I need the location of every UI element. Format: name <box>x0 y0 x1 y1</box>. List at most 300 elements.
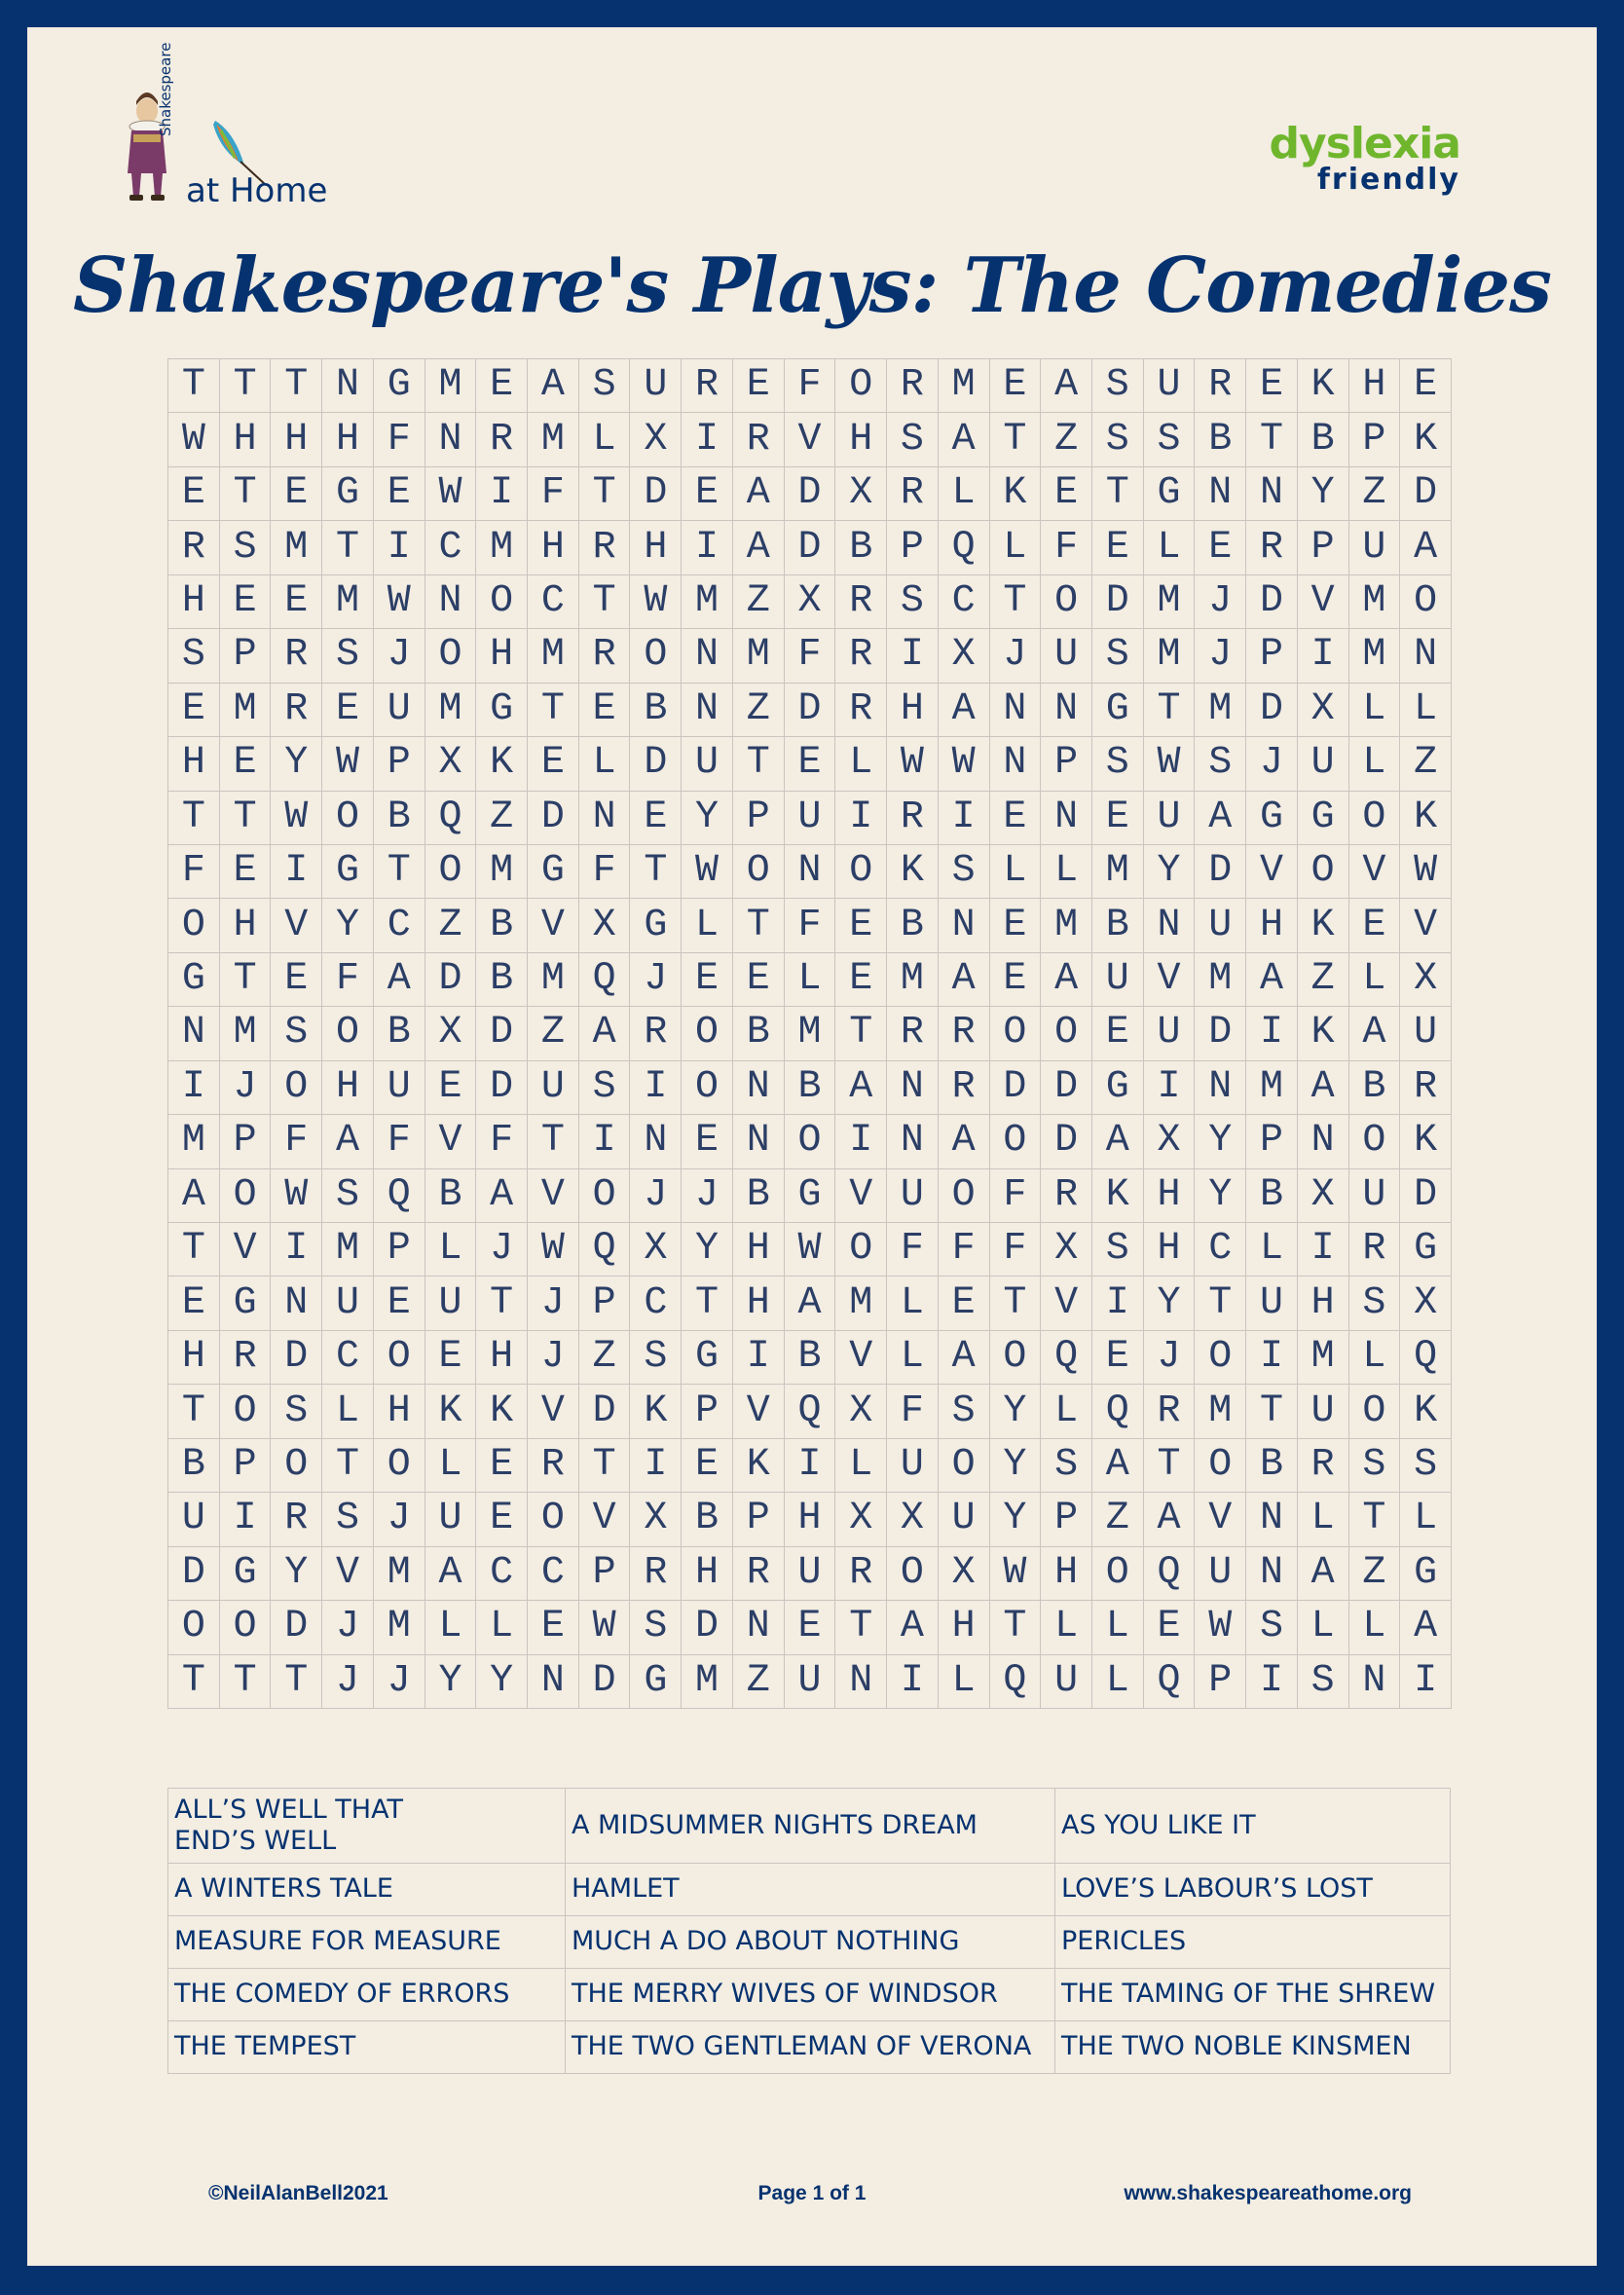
grid-cell[interactable]: E <box>579 684 631 737</box>
grid-cell[interactable]: N <box>579 792 631 845</box>
grid-cell[interactable]: B <box>1246 1439 1298 1493</box>
grid-cell[interactable]: R <box>271 684 322 737</box>
grid-cell[interactable]: R <box>733 413 785 466</box>
grid-cell[interactable]: N <box>425 413 477 466</box>
grid-cell[interactable]: R <box>939 1007 990 1060</box>
grid-cell[interactable]: J <box>374 1493 425 1546</box>
grid-cell[interactable]: M <box>528 629 579 683</box>
grid-cell[interactable]: V <box>322 1547 374 1601</box>
grid-cell[interactable]: R <box>579 521 631 574</box>
grid-cell[interactable]: X <box>785 575 836 629</box>
grid-cell[interactable]: Q <box>990 1655 1042 1709</box>
grid-cell[interactable]: D <box>1400 1169 1452 1223</box>
grid-cell[interactable]: N <box>990 737 1042 791</box>
grid-cell[interactable]: M <box>1041 899 1092 952</box>
grid-cell[interactable]: I <box>374 521 425 574</box>
grid-cell[interactable]: L <box>1041 1601 1092 1654</box>
grid-cell[interactable]: M <box>1092 845 1144 899</box>
grid-cell[interactable]: F <box>990 1223 1042 1277</box>
grid-cell[interactable]: M <box>1195 953 1246 1007</box>
grid-cell[interactable]: M <box>425 684 477 737</box>
grid-cell[interactable]: I <box>682 521 733 574</box>
grid-cell[interactable]: E <box>682 1439 733 1493</box>
grid-cell[interactable]: Y <box>990 1493 1042 1546</box>
grid-cell[interactable]: R <box>630 1007 682 1060</box>
grid-cell[interactable]: E <box>1041 467 1092 521</box>
grid-cell[interactable]: V <box>1400 899 1452 952</box>
grid-cell[interactable]: U <box>1144 359 1196 413</box>
grid-cell[interactable]: L <box>990 521 1042 574</box>
grid-cell[interactable]: L <box>785 953 836 1007</box>
grid-cell[interactable]: B <box>682 1493 733 1546</box>
grid-cell[interactable]: R <box>1041 1169 1092 1223</box>
grid-cell[interactable]: I <box>887 629 939 683</box>
grid-cell[interactable]: W <box>1144 737 1196 791</box>
grid-cell[interactable]: W <box>1195 1601 1246 1654</box>
grid-cell[interactable]: T <box>220 467 272 521</box>
grid-cell[interactable]: O <box>168 899 220 952</box>
grid-cell[interactable]: U <box>425 1277 477 1330</box>
grid-cell[interactable]: M <box>322 1223 374 1277</box>
grid-cell[interactable]: M <box>682 1655 733 1709</box>
grid-cell[interactable]: K <box>476 737 528 791</box>
grid-cell[interactable]: P <box>374 1223 425 1277</box>
grid-cell[interactable]: E <box>271 467 322 521</box>
grid-cell[interactable]: F <box>322 953 374 1007</box>
grid-cell[interactable]: U <box>887 1439 939 1493</box>
grid-cell[interactable]: H <box>682 1547 733 1601</box>
grid-cell[interactable]: F <box>579 845 631 899</box>
grid-cell[interactable]: F <box>271 1115 322 1168</box>
grid-cell[interactable]: B <box>1246 1169 1298 1223</box>
grid-cell[interactable]: D <box>271 1601 322 1654</box>
grid-cell[interactable]: A <box>1092 1439 1144 1493</box>
grid-cell[interactable]: T <box>990 1601 1042 1654</box>
grid-cell[interactable]: I <box>630 1439 682 1493</box>
grid-cell[interactable]: T <box>1246 1385 1298 1438</box>
grid-cell[interactable]: P <box>887 521 939 574</box>
grid-cell[interactable]: P <box>220 1439 272 1493</box>
grid-cell[interactable]: M <box>1349 629 1401 683</box>
grid-cell[interactable]: O <box>733 845 785 899</box>
grid-cell[interactable]: T <box>682 1277 733 1330</box>
grid-cell[interactable]: A <box>322 1115 374 1168</box>
grid-cell[interactable]: C <box>939 575 990 629</box>
grid-cell[interactable]: T <box>835 1007 887 1060</box>
grid-cell[interactable]: M <box>374 1547 425 1601</box>
grid-cell[interactable]: W <box>168 413 220 466</box>
grid-cell[interactable]: H <box>528 521 579 574</box>
grid-cell[interactable]: C <box>630 1277 682 1330</box>
grid-cell[interactable]: F <box>990 1169 1042 1223</box>
grid-cell[interactable]: T <box>990 575 1042 629</box>
grid-cell[interactable]: E <box>220 845 272 899</box>
grid-cell[interactable]: E <box>168 684 220 737</box>
grid-cell[interactable]: C <box>476 1547 528 1601</box>
grid-cell[interactable]: I <box>220 1493 272 1546</box>
grid-cell[interactable]: O <box>220 1601 272 1654</box>
grid-cell[interactable]: J <box>476 1223 528 1277</box>
grid-cell[interactable]: T <box>733 737 785 791</box>
grid-cell[interactable]: R <box>887 467 939 521</box>
grid-cell[interactable]: O <box>939 1169 990 1223</box>
grid-cell[interactable]: M <box>733 629 785 683</box>
grid-cell[interactable]: K <box>630 1385 682 1438</box>
grid-cell[interactable]: L <box>1298 1601 1349 1654</box>
grid-cell[interactable]: A <box>1349 1007 1401 1060</box>
grid-cell[interactable]: S <box>1092 1223 1144 1277</box>
grid-cell[interactable]: U <box>1349 1169 1401 1223</box>
grid-cell[interactable]: L <box>1041 1385 1092 1438</box>
grid-cell[interactable]: O <box>168 1601 220 1654</box>
grid-cell[interactable]: R <box>1246 521 1298 574</box>
grid-cell[interactable]: F <box>528 467 579 521</box>
grid-cell[interactable]: T <box>579 575 631 629</box>
grid-cell[interactable]: D <box>168 1547 220 1601</box>
grid-cell[interactable]: J <box>322 1601 374 1654</box>
grid-cell[interactable]: O <box>1041 1007 1092 1060</box>
grid-cell[interactable]: B <box>887 899 939 952</box>
grid-cell[interactable]: R <box>476 413 528 466</box>
grid-cell[interactable]: V <box>528 1169 579 1223</box>
grid-cell[interactable]: Q <box>1144 1655 1196 1709</box>
grid-cell[interactable]: U <box>682 737 733 791</box>
grid-cell[interactable]: S <box>1092 413 1144 466</box>
grid-cell[interactable]: R <box>579 629 631 683</box>
grid-cell[interactable]: Y <box>682 1223 733 1277</box>
grid-cell[interactable]: U <box>1195 1547 1246 1601</box>
grid-cell[interactable]: X <box>1298 684 1349 737</box>
grid-cell[interactable]: W <box>887 737 939 791</box>
grid-cell[interactable]: Z <box>1298 953 1349 1007</box>
grid-cell[interactable]: F <box>374 1115 425 1168</box>
grid-cell[interactable]: V <box>425 1115 477 1168</box>
grid-cell[interactable]: T <box>528 684 579 737</box>
grid-cell[interactable]: O <box>1195 1439 1246 1493</box>
grid-cell[interactable]: R <box>887 792 939 845</box>
grid-cell[interactable]: P <box>733 792 785 845</box>
grid-cell[interactable]: K <box>990 467 1042 521</box>
grid-cell[interactable]: D <box>1092 575 1144 629</box>
grid-cell[interactable]: E <box>374 467 425 521</box>
grid-cell[interactable]: I <box>579 1115 631 1168</box>
grid-cell[interactable]: E <box>835 953 887 1007</box>
grid-cell[interactable]: U <box>1041 629 1092 683</box>
grid-cell[interactable]: D <box>682 1601 733 1654</box>
grid-cell[interactable]: X <box>939 629 990 683</box>
grid-cell[interactable]: I <box>835 792 887 845</box>
grid-cell[interactable]: S <box>1092 629 1144 683</box>
grid-cell[interactable]: U <box>1298 737 1349 791</box>
grid-cell[interactable]: M <box>785 1007 836 1060</box>
grid-cell[interactable]: H <box>271 413 322 466</box>
grid-cell[interactable]: A <box>528 359 579 413</box>
grid-cell[interactable]: T <box>220 953 272 1007</box>
grid-cell[interactable]: G <box>322 845 374 899</box>
grid-cell[interactable]: U <box>630 359 682 413</box>
grid-cell[interactable]: E <box>1195 521 1246 574</box>
grid-cell[interactable]: E <box>271 575 322 629</box>
grid-cell[interactable]: A <box>733 467 785 521</box>
grid-cell[interactable]: K <box>1298 359 1349 413</box>
grid-cell[interactable]: H <box>1144 1169 1196 1223</box>
grid-cell[interactable]: R <box>271 1493 322 1546</box>
grid-cell[interactable]: D <box>579 1655 631 1709</box>
grid-cell[interactable]: J <box>1195 629 1246 683</box>
grid-cell[interactable]: W <box>322 737 374 791</box>
grid-cell[interactable]: N <box>682 684 733 737</box>
grid-cell[interactable]: N <box>887 1115 939 1168</box>
grid-cell[interactable]: X <box>1298 1169 1349 1223</box>
grid-cell[interactable]: S <box>887 413 939 466</box>
grid-cell[interactable]: M <box>1195 684 1246 737</box>
grid-cell[interactable]: I <box>1246 1007 1298 1060</box>
grid-cell[interactable]: L <box>887 1277 939 1330</box>
grid-cell[interactable]: O <box>630 629 682 683</box>
grid-cell[interactable]: W <box>990 1547 1042 1601</box>
grid-cell[interactable]: Y <box>322 899 374 952</box>
grid-cell[interactable]: V <box>835 1331 887 1385</box>
grid-cell[interactable]: L <box>887 1331 939 1385</box>
grid-cell[interactable]: Z <box>1092 1493 1144 1546</box>
grid-cell[interactable]: B <box>374 792 425 845</box>
grid-cell[interactable]: M <box>220 1007 272 1060</box>
grid-cell[interactable]: A <box>425 1547 477 1601</box>
grid-cell[interactable]: F <box>785 359 836 413</box>
grid-cell[interactable]: K <box>1092 1169 1144 1223</box>
grid-cell[interactable]: O <box>425 845 477 899</box>
grid-cell[interactable]: X <box>887 1493 939 1546</box>
grid-cell[interactable]: J <box>1246 737 1298 791</box>
grid-cell[interactable]: D <box>1246 684 1298 737</box>
grid-cell[interactable]: D <box>1195 845 1246 899</box>
grid-cell[interactable]: H <box>1298 1277 1349 1330</box>
grid-cell[interactable]: S <box>1349 1439 1401 1493</box>
grid-cell[interactable]: S <box>168 629 220 683</box>
grid-cell[interactable]: S <box>1041 1439 1092 1493</box>
grid-cell[interactable]: U <box>887 1169 939 1223</box>
grid-cell[interactable]: G <box>1092 1061 1144 1115</box>
grid-cell[interactable]: Z <box>1400 737 1452 791</box>
grid-cell[interactable]: D <box>785 684 836 737</box>
grid-cell[interactable]: M <box>682 575 733 629</box>
grid-cell[interactable]: I <box>168 1061 220 1115</box>
grid-cell[interactable]: N <box>1144 899 1196 952</box>
grid-cell[interactable]: D <box>425 953 477 1007</box>
grid-cell[interactable]: V <box>1349 845 1401 899</box>
grid-cell[interactable]: L <box>322 1385 374 1438</box>
grid-cell[interactable]: H <box>887 684 939 737</box>
grid-cell[interactable]: K <box>1298 899 1349 952</box>
grid-cell[interactable]: R <box>528 1439 579 1493</box>
grid-cell[interactable]: E <box>1092 792 1144 845</box>
grid-cell[interactable]: K <box>1400 1115 1452 1168</box>
grid-cell[interactable]: R <box>835 684 887 737</box>
grid-cell[interactable]: D <box>785 521 836 574</box>
grid-cell[interactable]: W <box>271 1169 322 1223</box>
grid-cell[interactable]: R <box>835 1547 887 1601</box>
grid-cell[interactable]: N <box>733 1601 785 1654</box>
grid-cell[interactable]: V <box>1298 575 1349 629</box>
grid-cell[interactable]: N <box>1041 684 1092 737</box>
grid-cell[interactable]: E <box>1246 359 1298 413</box>
grid-cell[interactable]: A <box>887 1601 939 1654</box>
grid-cell[interactable]: X <box>835 467 887 521</box>
grid-cell[interactable]: O <box>220 1385 272 1438</box>
grid-cell[interactable]: H <box>220 899 272 952</box>
grid-cell[interactable]: X <box>835 1493 887 1546</box>
grid-cell[interactable]: R <box>835 575 887 629</box>
grid-cell[interactable]: N <box>322 359 374 413</box>
grid-cell[interactable]: L <box>835 737 887 791</box>
grid-cell[interactable]: T <box>1092 467 1144 521</box>
grid-cell[interactable]: T <box>220 1655 272 1709</box>
grid-cell[interactable]: B <box>1092 899 1144 952</box>
grid-cell[interactable]: U <box>1041 1655 1092 1709</box>
grid-cell[interactable]: H <box>1246 899 1298 952</box>
grid-cell[interactable]: T <box>1246 413 1298 466</box>
grid-cell[interactable]: C <box>528 1547 579 1601</box>
grid-cell[interactable]: L <box>1298 1493 1349 1546</box>
grid-cell[interactable]: T <box>579 1439 631 1493</box>
grid-cell[interactable]: O <box>990 1007 1042 1060</box>
grid-cell[interactable]: I <box>630 1061 682 1115</box>
grid-cell[interactable]: R <box>1400 1061 1452 1115</box>
grid-cell[interactable]: G <box>220 1547 272 1601</box>
grid-cell[interactable]: R <box>630 1547 682 1601</box>
grid-cell[interactable]: R <box>271 629 322 683</box>
grid-cell[interactable]: K <box>1400 1385 1452 1438</box>
grid-cell[interactable]: W <box>1400 845 1452 899</box>
grid-cell[interactable]: T <box>168 1385 220 1438</box>
grid-cell[interactable]: U <box>1246 1277 1298 1330</box>
grid-cell[interactable]: H <box>1144 1223 1196 1277</box>
grid-cell[interactable]: S <box>1298 1655 1349 1709</box>
grid-cell[interactable]: P <box>1041 737 1092 791</box>
grid-cell[interactable]: T <box>1195 1277 1246 1330</box>
grid-cell[interactable]: C <box>322 1331 374 1385</box>
grid-cell[interactable]: M <box>476 521 528 574</box>
grid-cell[interactable]: Y <box>1195 1115 1246 1168</box>
grid-cell[interactable]: U <box>1298 1385 1349 1438</box>
grid-cell[interactable]: R <box>887 1007 939 1060</box>
grid-cell[interactable]: I <box>785 1439 836 1493</box>
grid-cell[interactable]: M <box>528 413 579 466</box>
grid-cell[interactable]: T <box>733 899 785 952</box>
grid-cell[interactable]: O <box>835 359 887 413</box>
grid-cell[interactable]: A <box>1400 1601 1452 1654</box>
grid-cell[interactable]: O <box>785 1115 836 1168</box>
grid-cell[interactable]: D <box>1246 575 1298 629</box>
grid-cell[interactable]: N <box>733 1115 785 1168</box>
grid-cell[interactable]: P <box>220 1115 272 1168</box>
grid-cell[interactable]: G <box>528 845 579 899</box>
grid-cell[interactable]: B <box>1349 1061 1401 1115</box>
grid-cell[interactable]: B <box>168 1439 220 1493</box>
grid-cell[interactable]: U <box>785 1547 836 1601</box>
grid-cell[interactable]: F <box>476 1115 528 1168</box>
grid-cell[interactable]: M <box>887 953 939 1007</box>
grid-cell[interactable]: H <box>939 1601 990 1654</box>
grid-cell[interactable]: G <box>1092 684 1144 737</box>
grid-cell[interactable]: W <box>630 575 682 629</box>
grid-cell[interactable]: O <box>425 629 477 683</box>
grid-cell[interactable]: T <box>168 1655 220 1709</box>
grid-cell[interactable]: N <box>785 845 836 899</box>
grid-cell[interactable]: N <box>1195 1061 1246 1115</box>
grid-cell[interactable]: O <box>990 1331 1042 1385</box>
grid-cell[interactable]: H <box>1349 359 1401 413</box>
grid-cell[interactable]: Q <box>1144 1547 1196 1601</box>
grid-cell[interactable]: L <box>1349 953 1401 1007</box>
grid-cell[interactable]: E <box>733 953 785 1007</box>
grid-cell[interactable]: M <box>322 575 374 629</box>
grid-cell[interactable]: N <box>682 629 733 683</box>
grid-cell[interactable]: E <box>835 899 887 952</box>
grid-cell[interactable]: A <box>1041 359 1092 413</box>
grid-cell[interactable]: P <box>579 1277 631 1330</box>
grid-cell[interactable]: H <box>322 413 374 466</box>
grid-cell[interactable]: S <box>1400 1439 1452 1493</box>
grid-cell[interactable]: O <box>1092 1547 1144 1601</box>
grid-cell[interactable]: W <box>939 737 990 791</box>
grid-cell[interactable]: O <box>1298 845 1349 899</box>
grid-cell[interactable]: U <box>374 1061 425 1115</box>
grid-cell[interactable]: J <box>682 1169 733 1223</box>
grid-cell[interactable]: M <box>1144 629 1196 683</box>
grid-cell[interactable]: Y <box>476 1655 528 1709</box>
grid-cell[interactable]: T <box>630 845 682 899</box>
grid-cell[interactable]: Z <box>579 1331 631 1385</box>
grid-cell[interactable]: E <box>630 792 682 845</box>
grid-cell[interactable]: O <box>579 1169 631 1223</box>
grid-cell[interactable]: N <box>1400 629 1452 683</box>
grid-cell[interactable]: O <box>220 1169 272 1223</box>
grid-cell[interactable]: J <box>528 1331 579 1385</box>
grid-cell[interactable]: E <box>1400 359 1452 413</box>
grid-cell[interactable]: E <box>682 1115 733 1168</box>
grid-cell[interactable]: U <box>374 684 425 737</box>
grid-cell[interactable]: T <box>322 1439 374 1493</box>
grid-cell[interactable]: X <box>1400 1277 1452 1330</box>
grid-cell[interactable]: B <box>374 1007 425 1060</box>
grid-cell[interactable]: M <box>1349 575 1401 629</box>
grid-cell[interactable]: S <box>939 845 990 899</box>
grid-cell[interactable]: U <box>1195 899 1246 952</box>
grid-cell[interactable]: K <box>425 1385 477 1438</box>
grid-cell[interactable]: S <box>1092 737 1144 791</box>
grid-cell[interactable]: E <box>733 359 785 413</box>
grid-cell[interactable]: I <box>1246 1331 1298 1385</box>
grid-cell[interactable]: H <box>733 1223 785 1277</box>
grid-cell[interactable]: A <box>374 953 425 1007</box>
grid-cell[interactable]: O <box>271 1439 322 1493</box>
grid-cell[interactable]: Y <box>990 1385 1042 1438</box>
grid-cell[interactable]: C <box>1195 1223 1246 1277</box>
grid-cell[interactable]: S <box>1144 413 1196 466</box>
grid-cell[interactable]: L <box>1041 845 1092 899</box>
grid-cell[interactable]: R <box>1298 1439 1349 1493</box>
grid-cell[interactable]: H <box>785 1493 836 1546</box>
grid-cell[interactable]: R <box>733 1547 785 1601</box>
grid-cell[interactable]: D <box>1041 1115 1092 1168</box>
grid-cell[interactable]: H <box>168 737 220 791</box>
grid-cell[interactable]: F <box>887 1223 939 1277</box>
grid-cell[interactable]: P <box>374 737 425 791</box>
grid-cell[interactable]: P <box>579 1547 631 1601</box>
grid-cell[interactable]: J <box>220 1061 272 1115</box>
grid-cell[interactable]: A <box>1298 1547 1349 1601</box>
